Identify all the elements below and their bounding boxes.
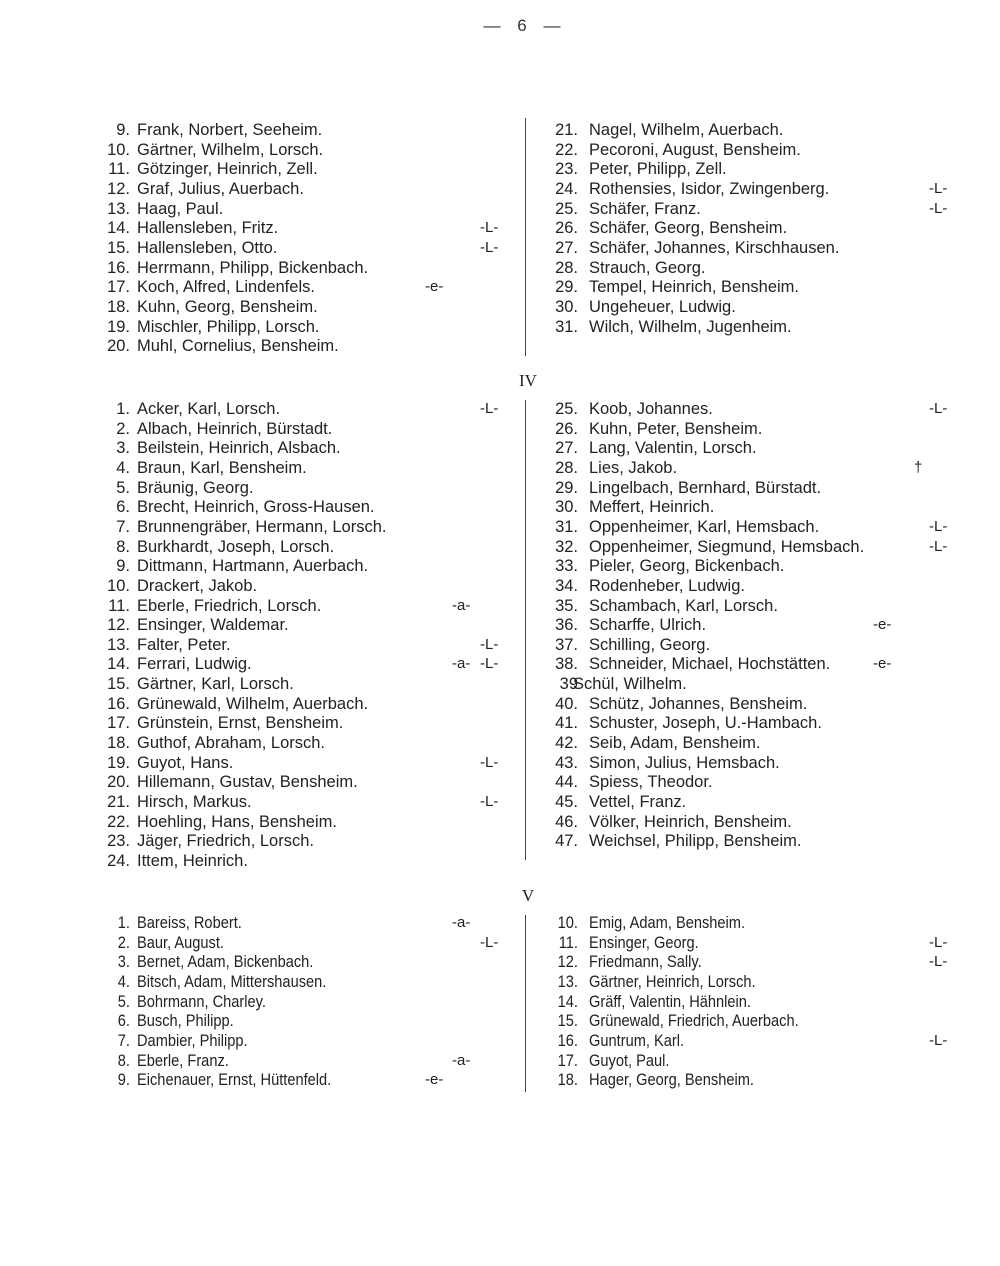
entry-number: 6. xyxy=(116,498,130,517)
entry-number: 27. xyxy=(555,439,578,458)
entry-mark: -e- xyxy=(425,1071,444,1089)
entry-number: 14. xyxy=(557,991,578,1011)
entry-name: Eberle, Friedrich, Lorsch. xyxy=(137,596,322,615)
entry-number: 2. xyxy=(117,932,130,952)
entry-name: Guthof, Abraham, Lorsch. xyxy=(137,734,326,753)
entry-name: Ferrari, Ludwig. xyxy=(137,655,252,674)
entry-name: Oppenheimer, Karl, Hemsbach. xyxy=(589,517,820,536)
entry-number: 15. xyxy=(557,1011,578,1031)
entry-name: Albach, Heinrich, Bürstadt. xyxy=(137,419,333,438)
entry-number: 16. xyxy=(557,1030,578,1050)
entry-number: 37. xyxy=(555,635,578,654)
entry-name: Bernet, Adam, Bickenbach. xyxy=(137,952,314,972)
entry-number: 19. xyxy=(107,317,130,336)
entry-name: Ittem, Heinrich. xyxy=(137,851,248,870)
entry-mark: -e- xyxy=(873,616,892,634)
entry-name: Schäfer, Georg, Bensheim. xyxy=(589,219,788,238)
entry-mark: -L- xyxy=(929,953,948,971)
entry-number: 18. xyxy=(107,297,130,316)
entry-name: Gräff, Valentin, Hähnlein. xyxy=(589,991,752,1011)
entry-mark: -L- xyxy=(929,933,948,951)
entry-number: 14. xyxy=(107,219,130,238)
entry-name: Hirsch, Markus. xyxy=(137,793,252,811)
entry-number: 17. xyxy=(107,714,130,733)
column-divider xyxy=(525,400,526,860)
entry-number: 13. xyxy=(557,971,578,991)
entry-mark: -L- xyxy=(929,179,948,197)
entry-number: 32. xyxy=(555,537,578,556)
entry-name: Lingelbach, Bernhard, Bürstadt. xyxy=(589,478,822,497)
entry-name: Schäfer, Johannes, Kirschhausen. xyxy=(589,238,840,257)
entry-name: Götzinger, Heinrich, Zell. xyxy=(137,160,318,179)
entry-number: 17. xyxy=(107,278,130,297)
entry-name: Wilch, Wilhelm, Jugenheim. xyxy=(589,317,792,336)
entry-number: 18. xyxy=(107,734,130,753)
entry-name: Schäfer, Franz. xyxy=(589,199,701,218)
entry-number: 31. xyxy=(555,517,578,536)
entry-name: Brunnengräber, Hermann, Lorsch. xyxy=(137,517,387,536)
entry-number: 11. xyxy=(108,160,130,179)
entry-name: Strauch, Georg. xyxy=(589,258,706,277)
entry-name: Gärtner, Karl, Lorsch. xyxy=(137,675,294,694)
entry-mark: -a- xyxy=(452,1051,471,1069)
entry-name: Hillemann, Gustav, Bensheim. xyxy=(137,773,358,792)
entry-number: 24. xyxy=(107,851,130,870)
entry-number: 11. xyxy=(558,932,578,952)
entry-name: Simon, Julius, Hemsbach. xyxy=(589,753,780,772)
entry-name: Pieler, Georg, Bickenbach. xyxy=(589,557,785,576)
entry-number: 38. xyxy=(555,655,578,674)
entry-mark: -e- xyxy=(425,278,444,296)
entry-mark: -L- xyxy=(929,537,948,555)
entry-name: Hager, Georg, Bensheim. xyxy=(589,1070,754,1090)
entry-name: Eberle, Franz. xyxy=(137,1050,229,1070)
entry-name: Schütz, Johannes, Bensheim. xyxy=(589,694,808,713)
entry-number: 15. xyxy=(107,238,130,257)
entry-number: 29. xyxy=(555,278,578,297)
entry-mark: -L- xyxy=(480,219,499,237)
entry-name: Rodenheber, Ludwig. xyxy=(589,576,745,595)
entry-number: 21. xyxy=(107,793,130,811)
entry-name: Schuster, Joseph, U.-Hambach. xyxy=(589,714,822,733)
entry-number: 2. xyxy=(116,419,130,438)
entry-mark: -L- xyxy=(480,238,499,256)
entry-name: Koob, Johannes. xyxy=(589,400,713,418)
entry-name: Eichenauer, Ernst, Hüttenfeld. xyxy=(137,1070,332,1090)
entry-number: 27. xyxy=(555,238,578,257)
entry-name: Scharffe, Ulrich. xyxy=(589,616,707,635)
entry-number: 46. xyxy=(555,812,578,831)
entry-number: 6. xyxy=(117,1011,130,1031)
entry-number: 3. xyxy=(117,952,130,972)
entry-name: Guyot, Paul. xyxy=(589,1050,670,1070)
entry-number: 12. xyxy=(107,616,130,635)
entry-name: Schilling, Georg. xyxy=(589,635,711,654)
entry-number: 8. xyxy=(117,1050,130,1070)
entry-mark: -L- xyxy=(929,1031,948,1049)
entry-number: 22. xyxy=(107,812,130,831)
entry-number: 9. xyxy=(117,1070,130,1090)
entry-number: 1. xyxy=(117,913,130,932)
entry-mark: -a- xyxy=(452,655,471,673)
entry-number: 26. xyxy=(555,219,578,238)
entry-number: 30. xyxy=(555,498,578,517)
entry-name: Spiess, Theodor. xyxy=(589,773,713,792)
entry-number: 10. xyxy=(557,913,578,932)
entry-name: Schneider, Michael, Hochstätten. xyxy=(589,655,831,674)
entry-number: 47. xyxy=(555,832,578,851)
entry-name: Bitsch, Adam, Mittershausen. xyxy=(137,971,327,991)
entry-number: 17. xyxy=(557,1050,578,1070)
entry-name: Hallensleben, Otto. xyxy=(137,238,278,257)
entry-number: 28. xyxy=(555,258,578,277)
entry-number: 21. xyxy=(555,121,578,139)
entry-name: Ensinger, Georg. xyxy=(589,932,699,952)
deceased-cross-icon: † xyxy=(914,458,923,476)
entry-name: Busch, Philipp. xyxy=(137,1011,234,1031)
entry-number: 31. xyxy=(555,317,578,336)
entry-number: 3. xyxy=(116,439,130,458)
entry-name: Burkhardt, Joseph, Lorsch. xyxy=(137,537,335,556)
entry-name: Weichsel, Philipp, Bensheim. xyxy=(589,832,802,851)
entry-name: Haag, Paul. xyxy=(137,199,224,218)
entry-number: 12. xyxy=(107,179,130,198)
entry-number: 41. xyxy=(555,714,578,733)
entry-name: Ungeheuer, Ludwig. xyxy=(589,297,736,316)
entry-name: Acker, Karl, Lorsch. xyxy=(137,400,281,418)
entry-number: 24. xyxy=(555,179,578,198)
entry-name: Peter, Philipp, Zell. xyxy=(589,160,727,179)
entry-name: Baur, August. xyxy=(137,932,224,952)
entry-name: Kuhn, Peter, Bensheim. xyxy=(589,419,763,438)
entry-mark: -a- xyxy=(452,596,471,614)
entry-name: Guntrum, Karl. xyxy=(589,1030,685,1050)
entry-name: Bräunig, Georg. xyxy=(137,478,254,497)
entry-name: Pecoroni, August, Bensheim. xyxy=(589,140,801,159)
entry-name: Schambach, Karl, Lorsch. xyxy=(589,596,778,615)
entry-number: 36. xyxy=(555,616,578,635)
entry-number: 4. xyxy=(116,458,130,477)
entry-name: Kuhn, Georg, Bensheim. xyxy=(137,297,318,316)
entry-name: Guyot, Hans. xyxy=(137,753,234,772)
entry-name: Tempel, Heinrich, Bensheim. xyxy=(589,278,800,297)
section-heading: IV xyxy=(519,371,537,390)
entry-number: 13. xyxy=(107,199,130,218)
entry-number: 19. xyxy=(107,753,130,772)
entry-mark: -L- xyxy=(480,635,499,653)
entry-number: 5. xyxy=(117,991,130,1011)
entry-name: Muhl, Cornelius, Bensheim. xyxy=(137,337,339,356)
entry-name: Völker, Heinrich, Bensheim. xyxy=(589,812,792,831)
entry-number: 28. xyxy=(555,458,578,477)
entry-number: 14. xyxy=(107,655,130,674)
entry-number: 16. xyxy=(107,258,130,277)
entry-number: 1. xyxy=(116,400,130,418)
column-divider xyxy=(525,118,526,356)
entry-mark: -L- xyxy=(480,793,499,810)
entry-number: 29. xyxy=(555,478,578,497)
entry-name: Falter, Peter. xyxy=(137,635,231,654)
entry-name: Lies, Jakob. xyxy=(589,458,678,477)
entry-name: Meffert, Heinrich. xyxy=(589,498,715,517)
entry-name: Hallensleben, Fritz. xyxy=(137,219,279,238)
entry-name: Rothensies, Isidor, Zwingenberg. xyxy=(589,179,830,198)
entry-mark: -e- xyxy=(873,655,892,673)
entry-number: 22. xyxy=(555,140,578,159)
entry-number: 7. xyxy=(117,1030,130,1050)
entry-name: Friedmann, Sally. xyxy=(589,952,702,972)
entry-number: 43. xyxy=(555,753,578,772)
entry-name: Dittmann, Hartmann, Auerbach. xyxy=(137,557,369,576)
entry-name: Brecht, Heinrich, Gross-Hausen. xyxy=(137,498,375,517)
entry-number: 23. xyxy=(555,160,578,179)
entry-number: 11. xyxy=(108,596,130,615)
entry-number: 16. xyxy=(107,694,130,713)
entry-number: 45. xyxy=(555,793,578,811)
entry-number: 12. xyxy=(557,952,578,972)
entry-name: Grünewald, Wilhelm, Auerbach. xyxy=(137,694,369,713)
entry-number: 23. xyxy=(107,832,130,851)
entry-mark: -L- xyxy=(480,400,499,417)
entry-number: 40. xyxy=(555,694,578,713)
entry-number: 39 xyxy=(559,675,578,694)
entry-number: 26. xyxy=(555,419,578,438)
column-divider xyxy=(525,915,526,1092)
entry-name: Herrmann, Philipp, Bickenbach. xyxy=(137,258,369,277)
entry-mark: -L- xyxy=(929,199,948,217)
entry-name: Beilstein, Heinrich, Alsbach. xyxy=(137,439,341,458)
entry-mark: -L- xyxy=(480,655,499,673)
entry-number: 20. xyxy=(107,337,130,356)
entry-number: 34. xyxy=(555,576,578,595)
entry-number: 20. xyxy=(107,773,130,792)
section-heading: V xyxy=(521,886,535,905)
entry-name: Koch, Alfred, Lindenfels. xyxy=(137,278,315,297)
entry-name: Gärtner, Heinrich, Lorsch. xyxy=(589,971,756,991)
entry-number: 25. xyxy=(555,400,578,418)
entry-number: 15. xyxy=(107,675,130,694)
entry-name: Oppenheimer, Siegmund, Hemsbach. xyxy=(589,537,865,556)
entry-name: Bohrmann, Charley. xyxy=(137,991,266,1011)
entry-name: Braun, Karl, Bensheim. xyxy=(137,458,307,477)
entry-number: 13. xyxy=(107,635,130,654)
entry-name: Grünstein, Ernst, Bensheim. xyxy=(137,714,344,733)
entry-number: 8. xyxy=(116,537,130,556)
entry-number: 44. xyxy=(555,773,578,792)
entry-name: Graf, Julius, Auerbach. xyxy=(137,179,304,198)
entry-name: Emig, Adam, Bensheim. xyxy=(589,913,746,932)
entry-name: Ensinger, Waldemar. xyxy=(137,616,289,635)
entry-name: Hoehling, Hans, Bensheim. xyxy=(137,812,337,831)
entry-number: 35. xyxy=(555,596,578,615)
entry-mark: -L- xyxy=(929,517,948,535)
entry-number: 30. xyxy=(555,297,578,316)
entry-number: 33. xyxy=(555,557,578,576)
entry-mark: -L- xyxy=(480,933,499,951)
entry-number: 5. xyxy=(116,478,130,497)
entry-name: Frank, Norbert, Seeheim. xyxy=(137,121,323,139)
entry-name: Vettel, Franz. xyxy=(589,793,687,811)
entry-number: 9. xyxy=(116,121,130,139)
entry-mark: -L- xyxy=(480,753,499,771)
entry-number: 9. xyxy=(116,557,130,576)
entry-number: 10. xyxy=(107,576,130,595)
entry-name: Schül, Wilhelm. xyxy=(573,675,687,694)
entry-name: Jäger, Friedrich, Lorsch. xyxy=(137,832,314,851)
entry-name: Dambier, Philipp. xyxy=(137,1030,248,1050)
entry-number: 10. xyxy=(107,140,130,159)
entry-number: 25. xyxy=(555,199,578,218)
entry-name: Lang, Valentin, Lorsch. xyxy=(589,439,757,458)
entry-name: Gärtner, Wilhelm, Lorsch. xyxy=(137,140,324,159)
entry-name: Grünewald, Friedrich, Auerbach. xyxy=(589,1011,799,1031)
entry-name: Seib, Adam, Bensheim. xyxy=(589,734,761,753)
entry-number: 4. xyxy=(117,971,130,991)
entry-mark: -a- xyxy=(452,914,471,931)
entry-number: 18. xyxy=(557,1070,578,1090)
page-number: — 6 — xyxy=(483,16,567,35)
entry-name: Mischler, Philipp, Lorsch. xyxy=(137,317,320,336)
entry-number: 7. xyxy=(116,517,130,536)
entry-number: 42. xyxy=(555,734,578,753)
entry-name: Bareiss, Robert. xyxy=(137,913,242,932)
entry-name: Drackert, Jakob. xyxy=(137,576,258,595)
entry-name: Nagel, Wilhelm, Auerbach. xyxy=(589,121,784,139)
entry-mark: -L- xyxy=(929,400,948,417)
